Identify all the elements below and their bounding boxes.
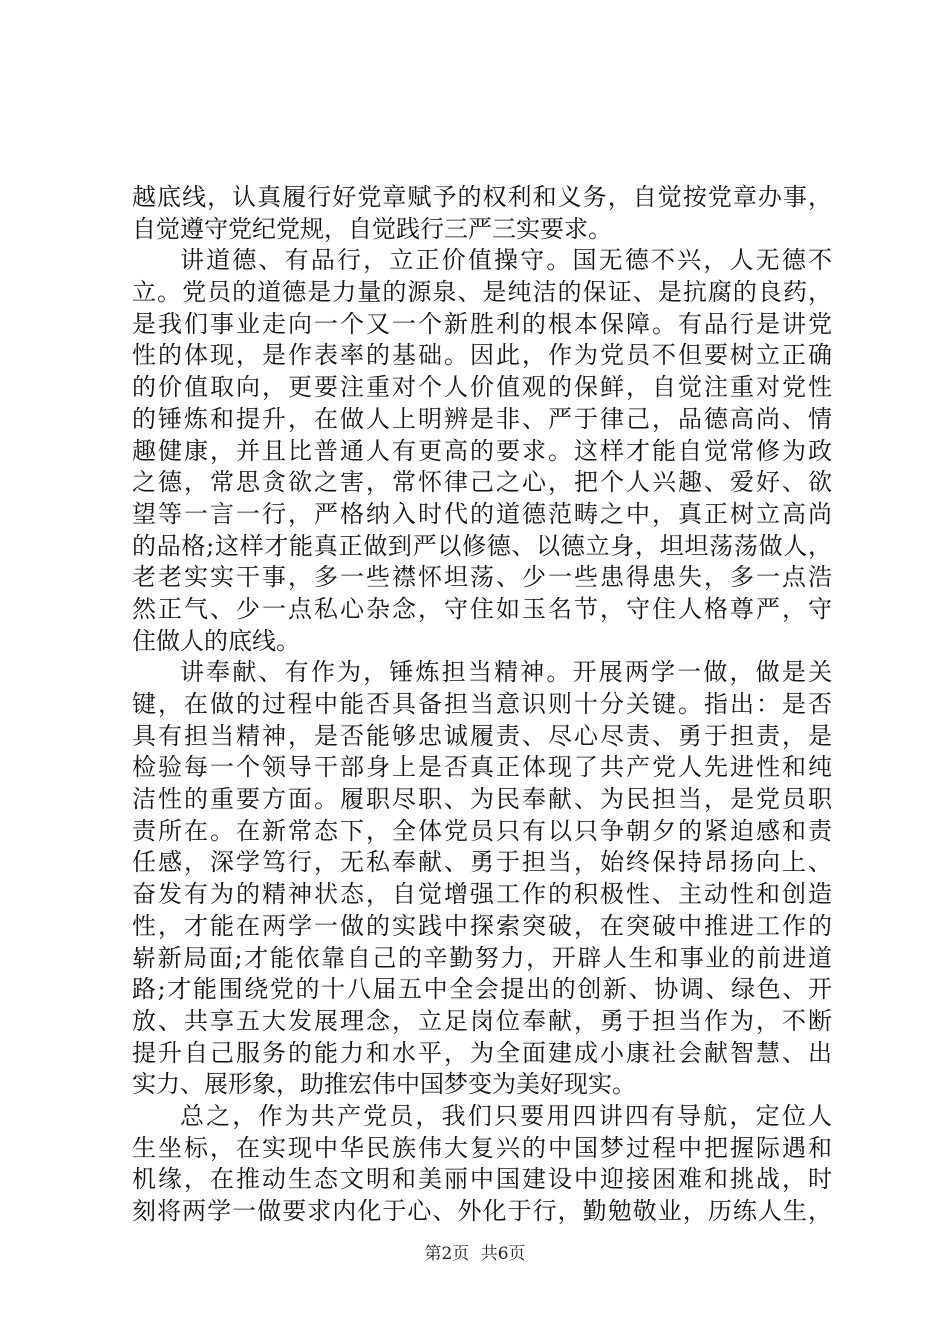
paragraph	[132, 182, 832, 245]
paragraph	[132, 245, 832, 657]
paragraph	[132, 657, 832, 1101]
text-line: 立。党员的道德是力量的源泉、是纯洁的保证、是抗腐的良药，	[132, 278, 832, 307]
text-line: 越底线，认真履行好党章赋予的权利和义务，自觉按党章办事，	[132, 183, 832, 211]
text-line: 总之，作为共产党员，我们只要用四讲四有导航，定位人	[180, 1101, 832, 1130]
text-line: 自觉遵守党纪党规，自觉践行三严三实要求。	[132, 214, 612, 243]
page-number: 第2页	[424, 1244, 470, 1264]
text-line: 的品格;这样才能真正做到严以修德、以德立身，坦坦荡荡做人，	[132, 531, 832, 560]
text-line: 然正气、少一点私心杂念，守住如玉名节，守住人格尊严，守	[132, 594, 832, 623]
text-line: 键，在做的过程中能否具备担当意识则十分关键。指出：是否	[132, 690, 832, 718]
text-line: 之德，常思贪欲之害，常怀律己之心，把个人兴趣、爱好、欲	[132, 468, 832, 497]
text-line: 任感，深学笃行，无私奉献、勇于担当，始终保持昂扬向上、	[132, 848, 832, 877]
text-line: 刻将两学一做要求内化于心、外化于行，勤勉敬业，历练人生，	[132, 1197, 832, 1225]
text-line: 性的体现，是作表率的基础。因此，作为党员不但要树立正确	[132, 341, 832, 370]
text-line: 实力、展形象，助推宏伟中国梦变为美好现实。	[132, 1070, 636, 1099]
text-line: 住做人的底线。	[132, 626, 300, 655]
text-line: 性，才能在两学一做的实践中探索突破，在突破中推进工作的	[132, 911, 832, 940]
text-line: 趣健康，并且比普通人有更高的要求。这样才能自觉常修为政	[132, 436, 832, 465]
text-line: 检验每一个领导干部身上是否真正体现了共产党人先进性和纯	[132, 753, 832, 782]
text-line: 是我们事业走向一个又一个新胜利的根本保障。有品行是讲党	[132, 309, 832, 338]
text-line: 奋发有为的精神状态，自觉增强工作的积极性、主动性和创造	[132, 880, 832, 909]
page-footer	[0, 1242, 950, 1266]
text-line: 望等一言一行，严格纳入时代的道德范畴之中，真正树立高尚	[132, 499, 832, 528]
paragraph	[132, 1101, 832, 1228]
text-line: 放、共享五大发展理念，立足岗位奉献，勇于担当作为，不断	[132, 1006, 832, 1035]
page-total: 共6页	[480, 1244, 526, 1264]
text-line: 提升自己服务的能力和水平，为全面建成小康社会献智慧、出	[132, 1038, 832, 1067]
text-line: 机缘，在推动生态文明和美丽中国建设中迎接困难和挑战，时	[132, 1165, 832, 1194]
text-line: 路;才能围绕党的十八届五中全会提出的创新、协调、绿色、开	[132, 975, 832, 1004]
text-line: 责所在。在新常态下，全体党员只有以只争朝夕的紧迫感和责	[132, 816, 832, 845]
text-line: 洁性的重要方面。履职尽职、为民奉献、为民担当，是党员职	[132, 785, 832, 814]
text-line: 的价值取向，更要注重对个人价值观的保鲜，自觉注重对党性	[132, 373, 832, 402]
document-body	[132, 182, 832, 1228]
text-line: 讲奉献、有作为，锤炼担当精神。开展两学一做，做是关	[180, 658, 832, 687]
text-line: 老老实实干事，多一些襟怀坦荡、少一些患得患失，多一点浩	[132, 563, 832, 592]
text-line: 生坐标，在实现中华民族伟大复兴的中国梦过程中把握际遇和	[132, 1133, 832, 1162]
text-line: 崭新局面;才能依靠自己的辛勤努力，开辟人生和事业的前进道	[132, 943, 832, 972]
text-line: 的锤炼和提升，在做人上明辨是非、严于律己，品德高尚、情	[132, 404, 832, 433]
text-line: 具有担当精神，是否能够忠诚履责、尽心尽责、勇于担责，是	[132, 721, 832, 750]
text-line: 讲道德、有品行，立正价值操守。国无德不兴，人无德不	[180, 246, 832, 275]
